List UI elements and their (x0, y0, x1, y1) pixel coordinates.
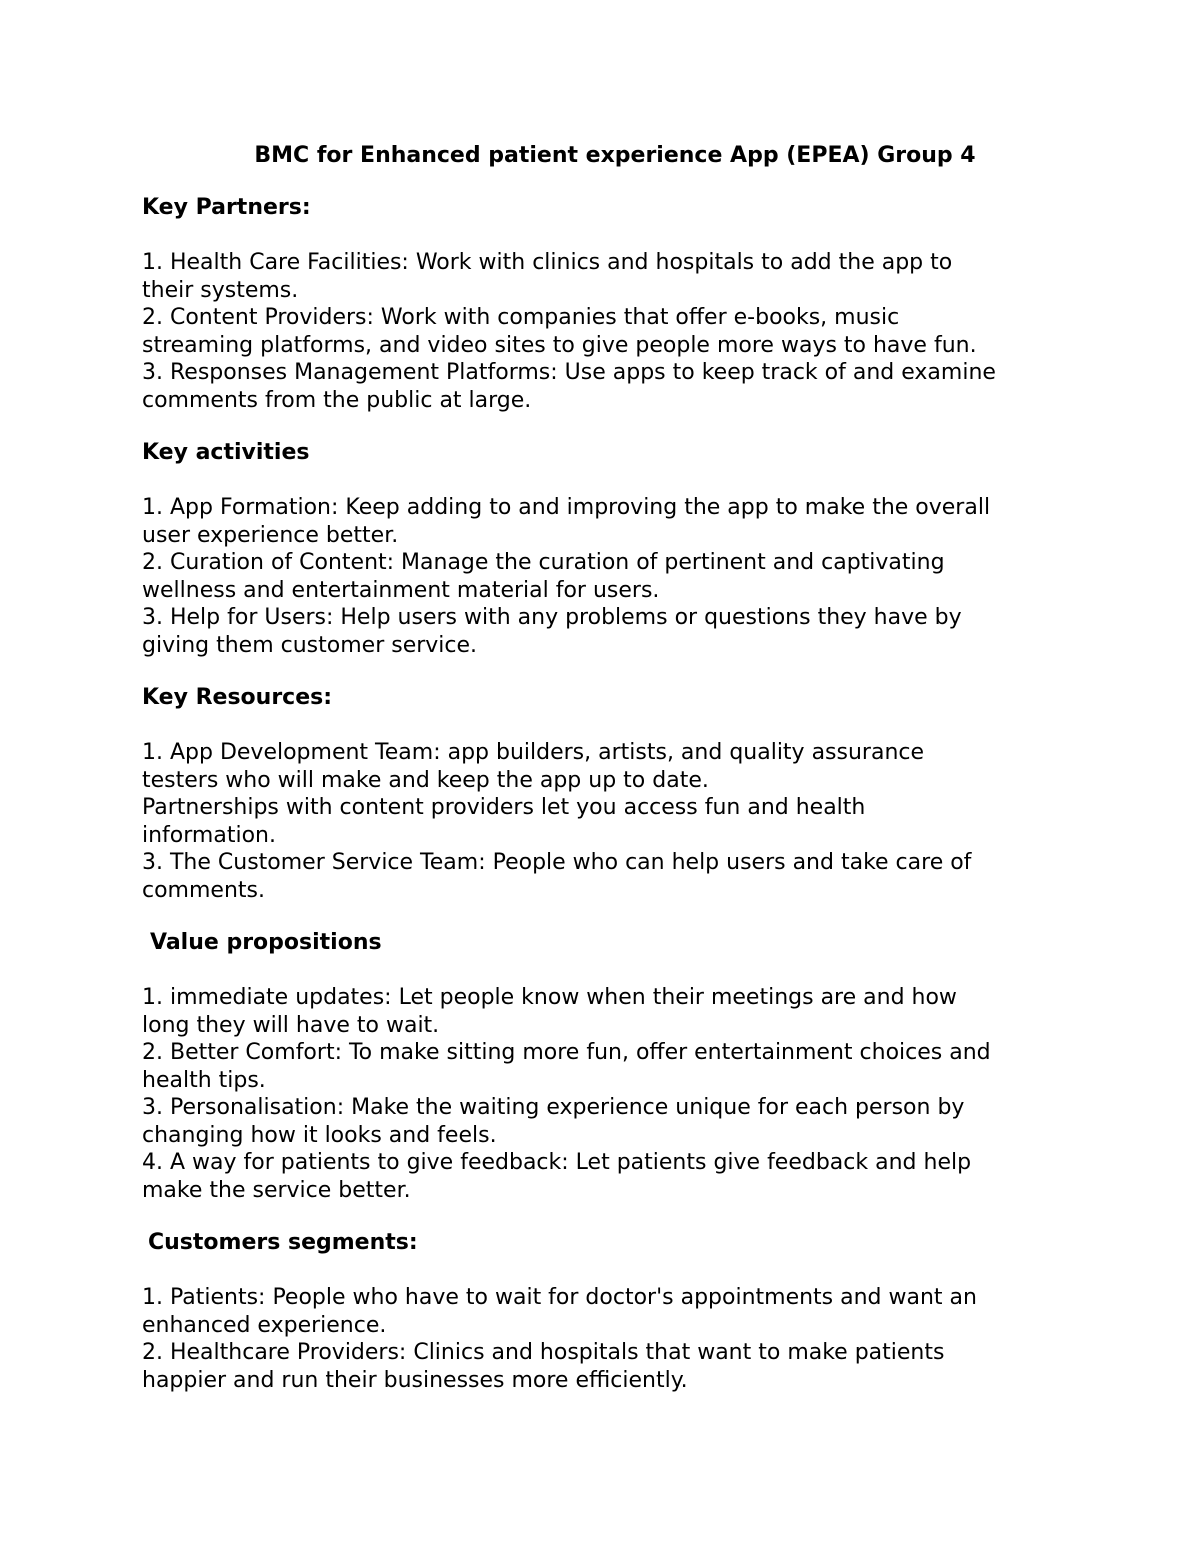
section-body-key-resources (142, 739, 1082, 904)
spacer (142, 172, 1082, 194)
paragraph-line: 2. Better Comfort: To make sitting more fun, offer entertainment choices and (142, 1040, 991, 1065)
paragraph-line: 1. App Development Team: app builders, artists, and quality assurance (142, 740, 925, 765)
document-title: BMC for Enhanced patient experience App (EPEA) Group 4 (254, 143, 976, 168)
spacer (142, 222, 1082, 249)
paragraph-line: 1. immediate updates: Let people know when their meetings are and how (142, 985, 957, 1010)
section-heading-key-partners: Key Partners: (142, 195, 311, 220)
paragraph-line: 3. Personalisation: Make the waiting experience unique for each person by (142, 1095, 965, 1120)
paragraph-line: health tips. (142, 1067, 266, 1093)
paragraph-line: giving them customer service. (142, 632, 478, 658)
paragraph-line: comments. (142, 877, 265, 903)
spacer (142, 659, 1082, 684)
paragraph-line: 3. Help for Users: Help users with any problems or questions they have by (142, 605, 962, 630)
paragraph-line: happier and run their businesses more efficiently. (142, 1367, 688, 1393)
paragraph-line: Partnerships with content providers let you access fun and health (142, 795, 866, 820)
section-body-key-activities (142, 494, 1082, 659)
section-body-value-propositions (142, 984, 1082, 1204)
spacer (142, 904, 1082, 929)
spacer (142, 1257, 1082, 1284)
spacer (142, 712, 1082, 739)
paragraph-line: long they will have to wait. (142, 1012, 440, 1038)
document-page (142, 140, 1082, 1394)
paragraph-line: changing how it looks and feels. (142, 1122, 497, 1148)
section-body-key-partners (142, 249, 1082, 414)
paragraph-line: 1. App Formation: Keep adding to and improving the app to make the overall (142, 495, 991, 520)
paragraph-line: 4. A way for patients to give feedback: Let patients give feedback and help (142, 1150, 972, 1175)
section-heading-key-activities: Key activities (142, 440, 310, 465)
spacer (142, 957, 1082, 984)
paragraph-line: information. (142, 822, 276, 848)
paragraph-line: enhanced experience. (142, 1312, 387, 1338)
paragraph-line: 1. Patients: People who have to wait for doctor's appointments and want an (142, 1285, 977, 1310)
paragraph-line: wellness and entertainment material for users. (142, 577, 660, 603)
paragraph-line: 3. Responses Management Platforms: Use apps to keep track of and examine (142, 360, 996, 385)
paragraph-line: user experience better. (142, 522, 399, 548)
paragraph-line: testers who will make and keep the app up to date. (142, 767, 709, 793)
spacer (142, 467, 1082, 494)
paragraph-line: their systems. (142, 277, 299, 303)
section-heading-value-propositions: Value propositions (150, 930, 382, 955)
paragraph-line: 2. Curation of Content: Manage the curation of pertinent and captivating (142, 550, 945, 575)
paragraph-line: make the service better. (142, 1177, 411, 1203)
section-heading-key-resources: Key Resources: (142, 685, 333, 710)
paragraph-line: 2. Healthcare Providers: Clinics and hospitals that want to make patients (142, 1340, 945, 1365)
paragraph-line: comments from the public at large. (142, 387, 532, 413)
spacer (142, 414, 1082, 439)
section-body-customer-segments (142, 1284, 1082, 1394)
paragraph-line: 2. Content Providers: Work with companies that offer e-books, music (142, 305, 900, 330)
paragraph-line: 3. The Customer Service Team: People who can help users and take care of (142, 850, 972, 875)
paragraph-line: streaming platforms, and video sites to give people more ways to have fun. (142, 332, 977, 358)
spacer (142, 1204, 1082, 1229)
paragraph-line: 1. Health Care Facilities: Work with clinics and hospitals to add the app to (142, 250, 953, 275)
section-heading-customer-segments: Customers segments: (148, 1230, 418, 1255)
